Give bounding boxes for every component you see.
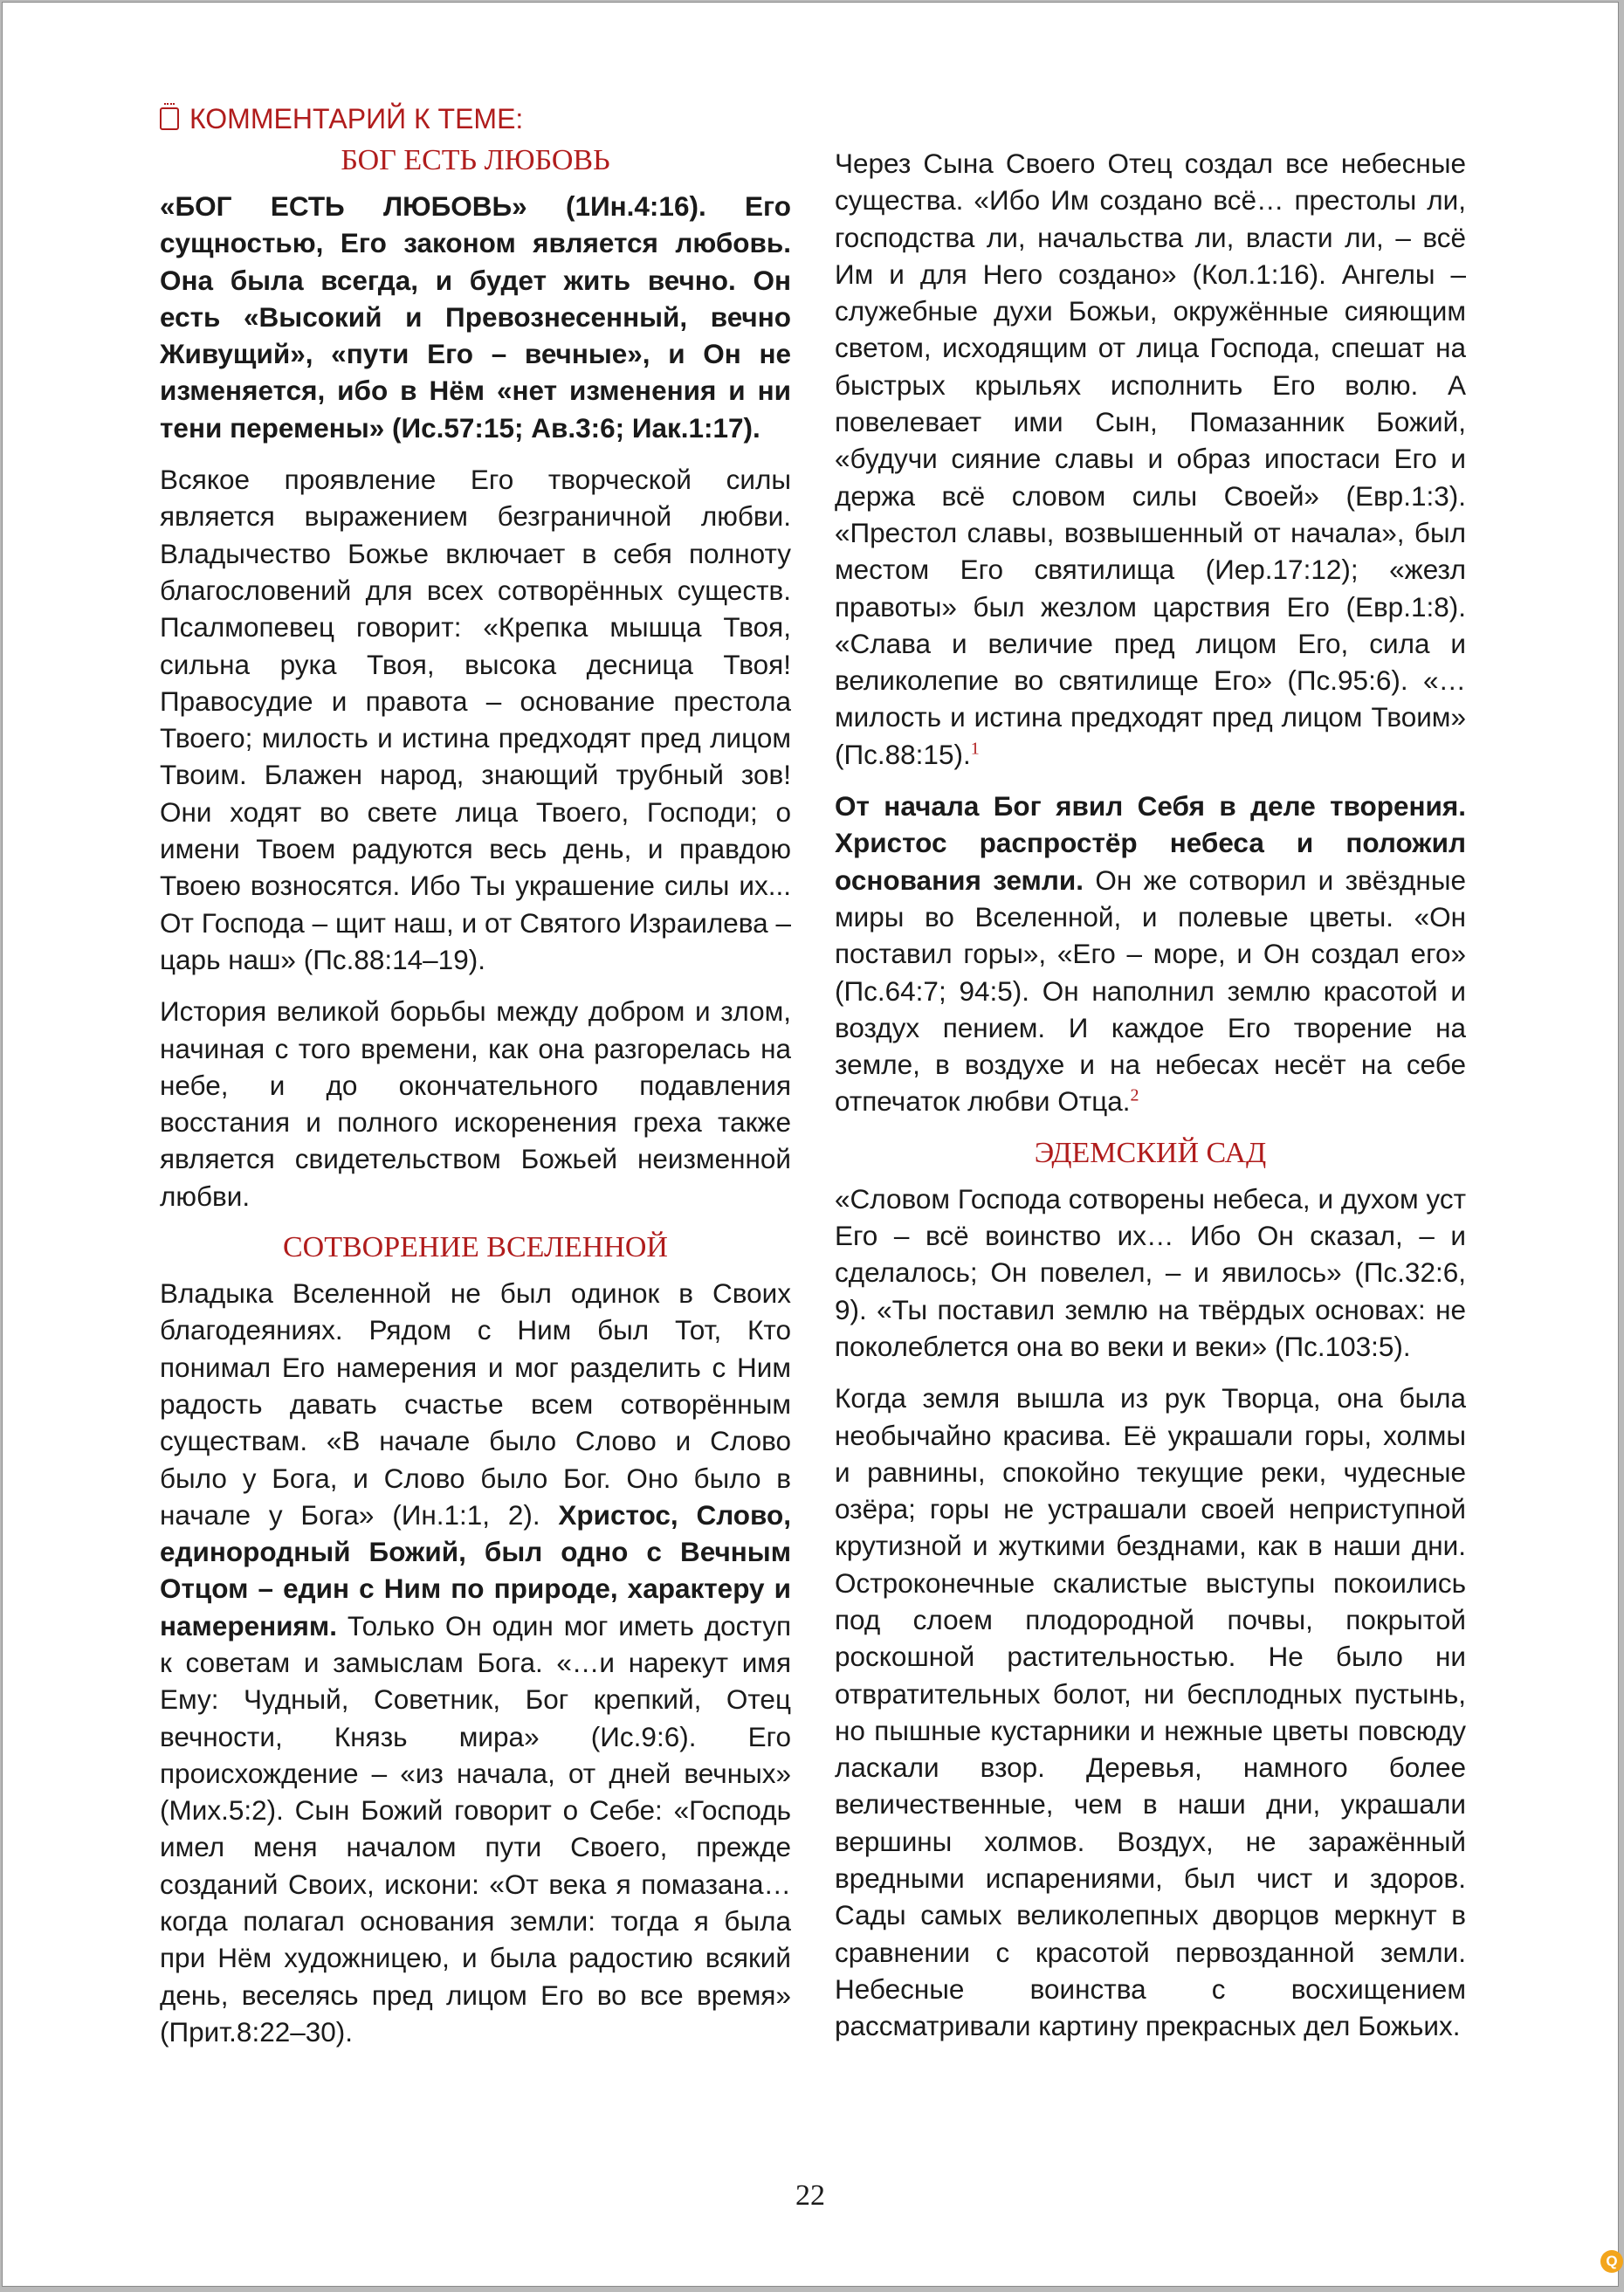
paragraph-love-1: Всякое проявление Его творческой силы является выражением безграничной любви. Владычество Божье включает в себя полноту благословений для всех сотворённых существ. Псалмопевец говорит: «Крепка мышца Твоя, сильна рука Твоя, высока десница Твоя! Правосудие и правота – основание престола Твоего; милость и истина предходят пред лицом Твоим. Блажен народ, знающий трубный зов! Они ходят во свете лица Твоего, Господи; о имени Твоем радуются весь день, и правдою Твоею возносятся. Ибо Ты украшение силы их... От Господа – щит наш, и от Святого Израилева – царь наш» (Пс.88:14–19). xyxy=(160,464,791,975)
paragraph-eden-2: Когда земля вышла из рук Творца, она была необычайно красива. Её украшали горы, холмы и равнины, спокойно текущие реки, чудесные озёра; горы не устрашали своей неприступной крутизной и жуткими безднами, как в наши дни. Остроконечные скалистые выступы покоились под слоем плодородной почвы, покрытой роскошной растительностью. Не было ни отвратительных болот, ни бесплодных пустынь, но пышные кустарники и нежные цветы повсюду ласкали взор. Деревья, намного более величественные, чем в наши дни, украшали вершины холмов. Воздух, не заражённый вредными испарениями, был чист и здоров. Сады самых великолепных дворцов меркнут в сравнении с красотой первозданной земли. Небесные воинства с восхищением рассматривали картину прекрасных дел Божьих. xyxy=(835,1382,1466,2042)
creation-p3-end: Он же сотворил и звёздные миры во Вселенной, и полевые цветы. «Он поставил горы», «Его – море, и Он создал его» (Пс.64:7; 94:5). Он наполнил землю красотой и воздух пением. И каждое Его творение на земле, в воздухе и на небесах несёт на себе отпечаток любви Отца. xyxy=(835,864,1466,1118)
paragraph-creation-1 xyxy=(160,1275,791,2050)
document-page xyxy=(2,2,1619,2287)
notepad-icon xyxy=(160,107,179,130)
paragraph-love-intro xyxy=(160,188,791,446)
bold-intro: «БОГ ЕСТЬ ЛЮБОВЬ» (1Ин.4:16). Его сущностью, Его законом является любовь. Она была всегда, и будет жить вечно. Он есть «Высокий и Превознесенный, вечно Живущий», «пути Его – вечные», и Он не изменяется, ибо в Нём «нет изменения и ни тени перемены» (Ис.57:15; Ав.3:6; Иак.1:17). xyxy=(160,190,791,444)
corner-badge-icon[interactable]: Q xyxy=(1600,2250,1623,2273)
paragraph-creation-2 xyxy=(835,145,1466,773)
left-column xyxy=(160,100,791,2065)
page-number: 22 xyxy=(795,2179,825,2212)
paragraph-love-2: История великой борьбы между добром и злом, начиная с того времени, как она разгорелась на небе, и до окончательного подавления восстания и полного искоренения греха также является свидетельством Божьей неизменной любви. xyxy=(160,995,791,1212)
creation-p2-text: Через Сына Своего Отец создал все небесные существа. «Ибо Им создано всё… престолы ли, господства ли, начальства ли, власти ли, – всё Им и для Него создано» (Кол.1:16). Ангелы – служебные духи Божьи, окружённые сияющим светом, исходящим от лица Господа, спешат на быстрых крыльях исполнить Его волю. А повелевает ими Сын, Помазанник Божий, «будучи сияние славы и образ ипостаси Его и держа всё словом силы Своей» (Евр.1:3). «Престол славы, возвышенный от начала», был местом Его святилища (Иер.17:12); «жезл правоты» был жезлом царствия Его (Евр.1:8). «Слава и величие пред лицом Его, сила и великолепие во святилище Его» (Пс.95:6). «…милость и истина предходят пред лицом Твоим» (Пс.88:15). xyxy=(835,148,1466,770)
comment-header xyxy=(160,100,791,137)
footnote-ref-2[interactable]: 2 xyxy=(1130,1085,1139,1105)
heading-eden: ЭДЕМСКИЙ САД xyxy=(1034,1136,1267,1169)
comment-header-text: КОММЕНТАРИЙ К ТЕМЕ: xyxy=(189,103,524,134)
right-column xyxy=(835,145,1466,2060)
paragraph-creation-3 xyxy=(835,788,1466,1120)
heading-creation: СОТВОРЕНИЕ ВСЕЛЕННОЙ xyxy=(282,1231,668,1264)
heading-god-is-love: БОГ ЕСТЬ ЛЮБОВЬ xyxy=(341,144,610,176)
creation-p1-end: Только Он один мог иметь доступ к советам и замыслам Бога. «…и нарекут имя Ему: Чудный, Советник, Бог крепкий, Отец вечности, Князь мира» (Ис.9:6). Его происхождение – «из начала, от дней вечных» (Мих.5:2). Сын Божий говорит о Себе: «Господь имел меня началом пути Своего, прежде созданий Своих, искони: «От века я помазана… когда полагал основания земли: тогда я была при Нём художницею, и была радостию всякий день, веселясь пред лицом Его во все время» (Прит.8:22–30). xyxy=(160,1609,791,2048)
creation-p1-start: Владыка Вселенной не был одинок в Своих благодеяниях. Рядом с Ним был Тот, Кто понимал Его намерения и мог разделить с Ним радость давать счастье всем сотворённым существам. «В начале было Слово и Слово было у Бога, и Слово было Бог. Оно было в начале у Бога» (Ин.1:1, 2). xyxy=(160,1277,791,1531)
paragraph-eden-1: «Словом Господа сотворены небеса, и духом уст Его – всё воинство их… Ибо Он сказал, – и сделалось; Он повелел, – и явилось» (Пс.32:6, 9). «Ты поставил землю на твёрдых основах: не поколеблется она во веки и веки» (Пс.103:5). xyxy=(835,1182,1466,1362)
creation-p1-bold: Христос, Слово, единородный Божий, был одно с Вечным Отцом – един с Ним по природе, характеру и намерениям. xyxy=(160,1498,791,1642)
footnote-ref-1[interactable]: 1 xyxy=(970,739,980,759)
creation-p3-bold: От начала Бог явил Себя в деле творения. Христос распростёр небеса и положил основания земли. xyxy=(835,790,1466,896)
